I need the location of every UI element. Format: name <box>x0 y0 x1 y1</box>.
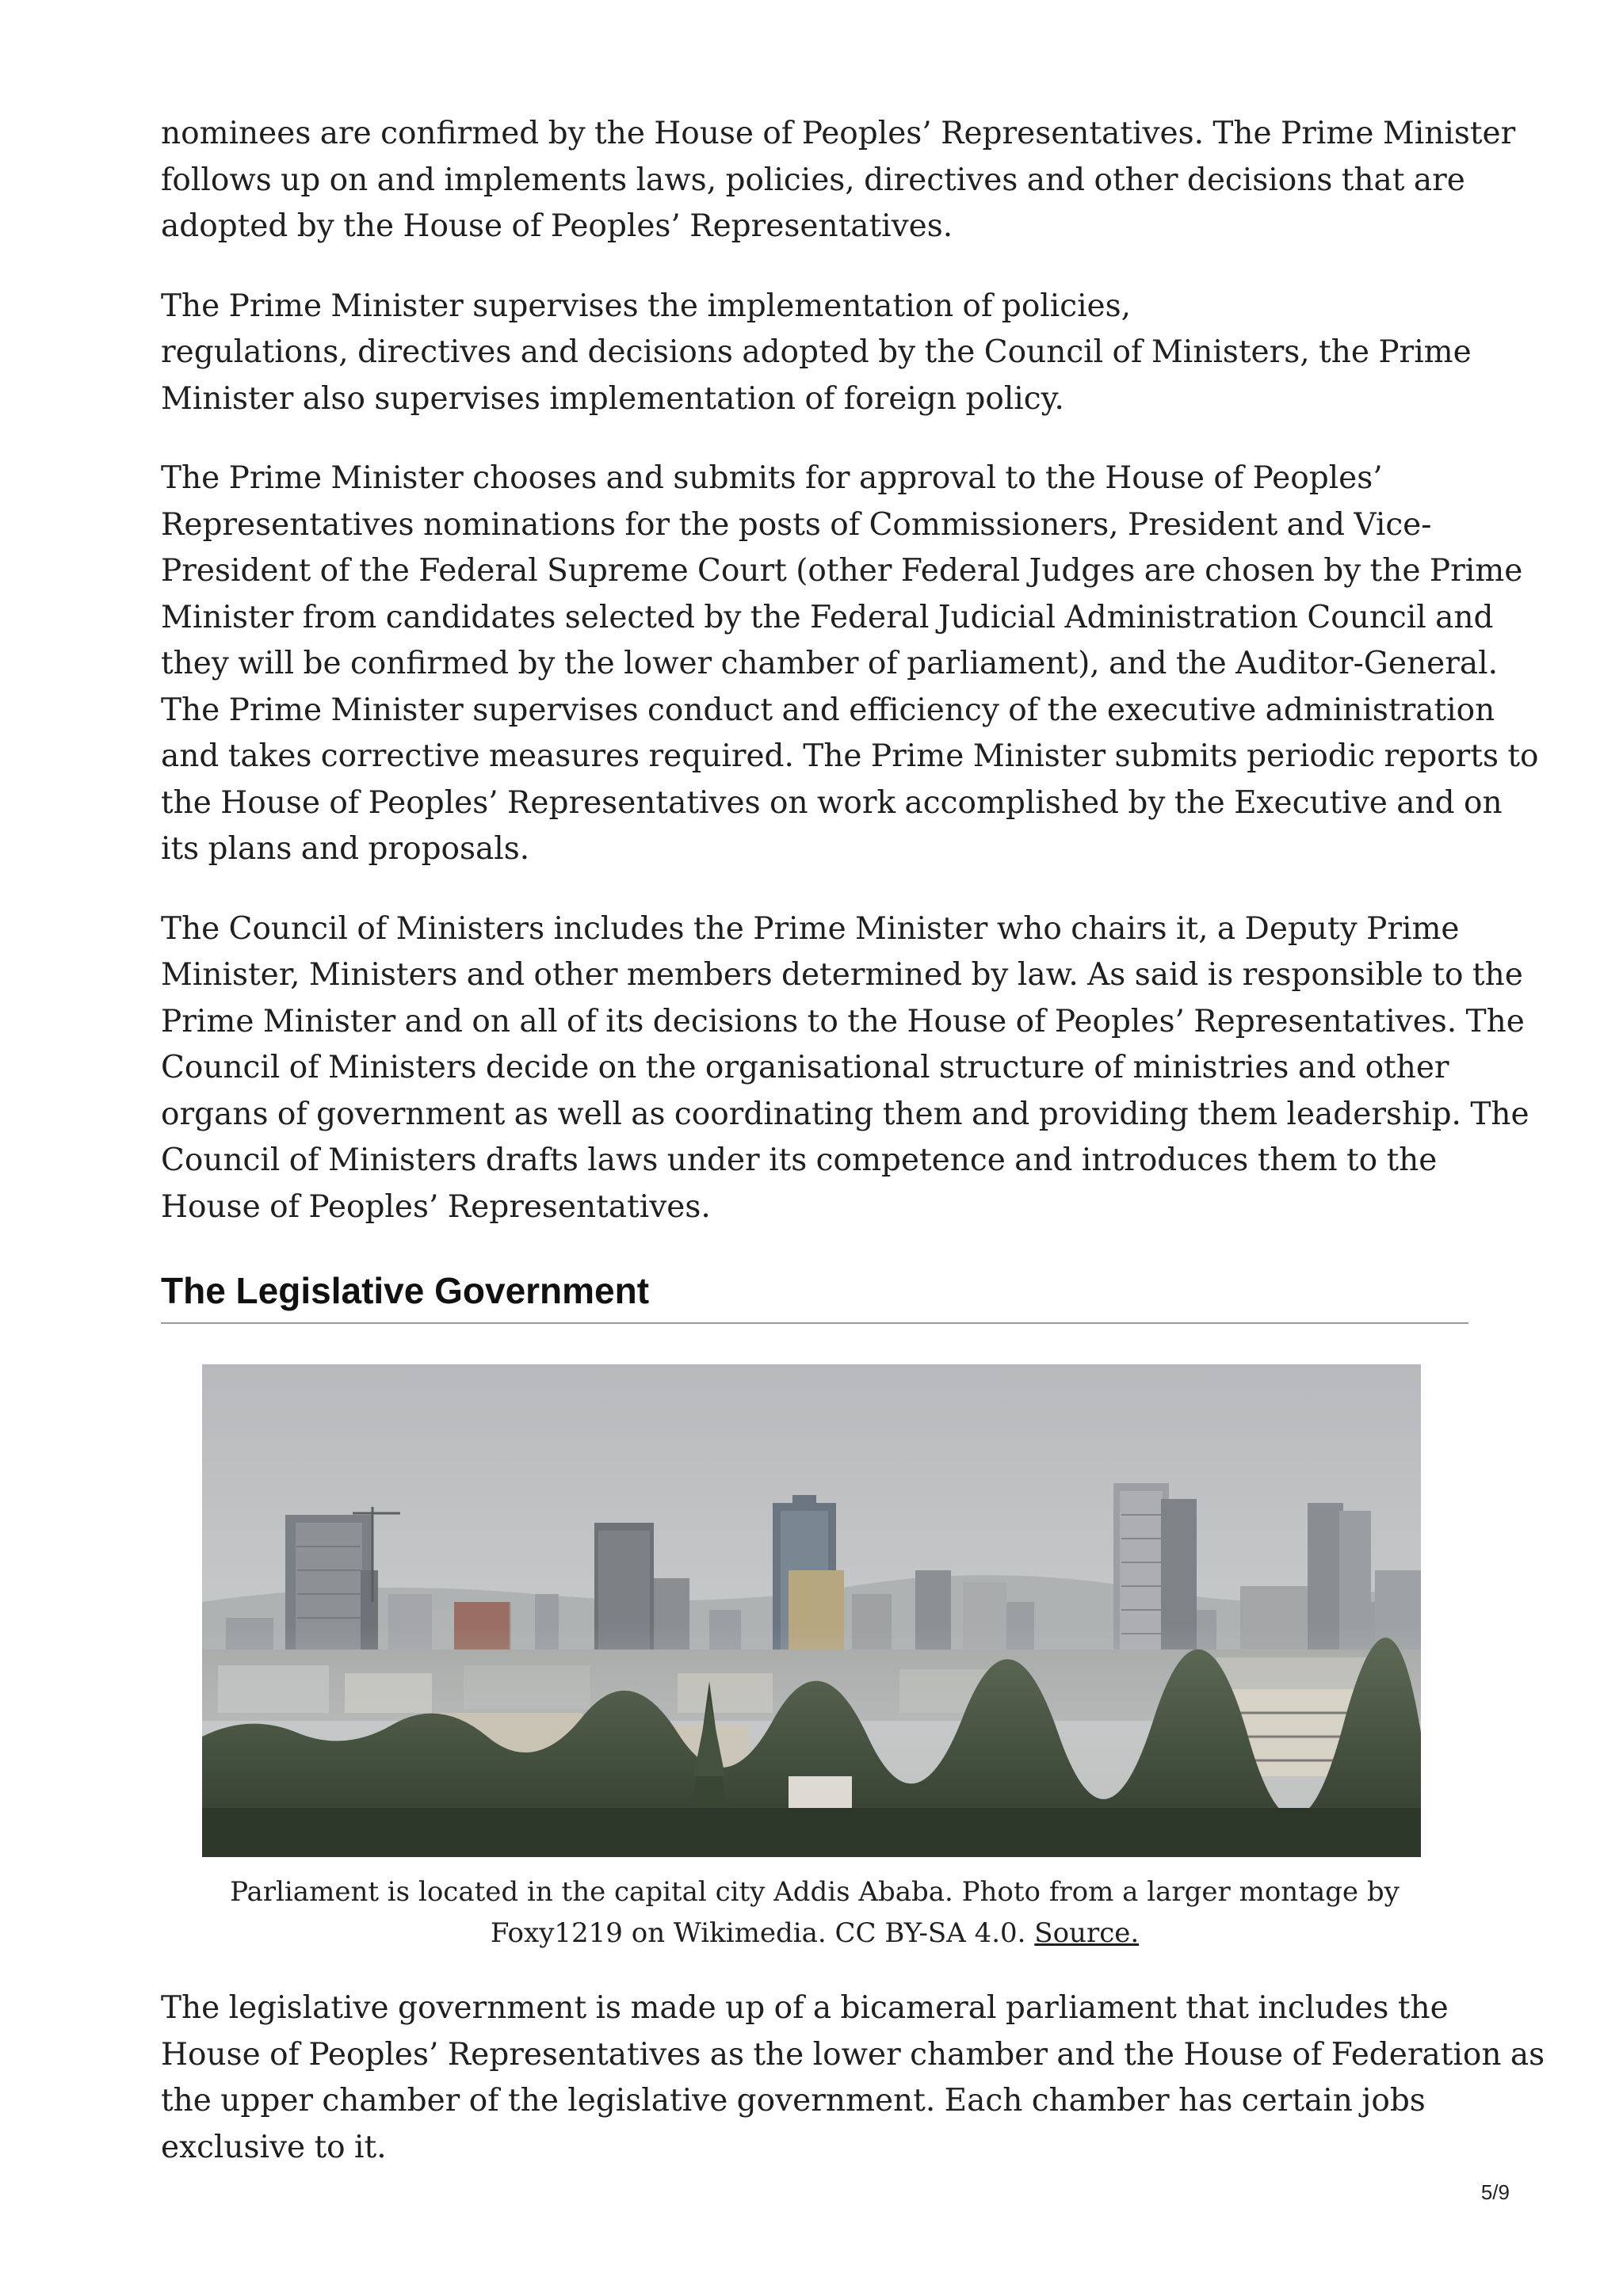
text-line: Council of Ministers drafts laws under its competence and introduces them to the <box>161 1142 1438 1178</box>
text-line: regulations, directives and decisions adopted by the Council of Ministers, the Prime <box>161 334 1472 370</box>
text-line: the House of Peoples’ Representatives on work accomplished by the Executive and on <box>161 784 1503 821</box>
text-line: The Prime Minister supervises conduct and efficiency of the executive administration <box>161 692 1495 728</box>
article-body <box>161 111 1539 1324</box>
page-number: 5/9 <box>1480 2180 1510 2204</box>
text-line: Minister also supervises implementation of foreign policy. <box>161 380 1064 417</box>
caption-attribution: Foxy1219 on Wikimedia. CC BY-SA 4.0. <box>490 1917 1026 1949</box>
text-line: follows up on and implements laws, policies, directives and other decisions that are <box>161 162 1465 198</box>
text-line: Representatives nominations for the posts of Commissioners, President and Vice- <box>161 506 1432 543</box>
text-line: the upper chamber of the legislative government. Each chamber has certain jobs <box>161 2083 1426 2119</box>
caption-source-link[interactable]: Source. <box>1034 1917 1140 1949</box>
text-line: House of Peoples’ Representatives. <box>161 1188 711 1225</box>
text-line: exclusive to it. <box>161 2129 387 2165</box>
text-line: they will be confirmed by the lower chamber of parliament), and the Auditor-General. <box>161 646 1498 681</box>
text-line: President of the Federal Supreme Court (other Federal Judges are chosen by the Prime <box>161 553 1523 589</box>
text-line: The Council of Ministers includes the Prime Minister who chairs it, a Deputy Prime <box>161 910 1460 947</box>
text-line: Prime Minister and on all of its decisions to the House of Peoples’ Representatives. The <box>161 1003 1525 1039</box>
text-line: The legislative government is made up of a bicameral parliament that includes the <box>161 1990 1449 2026</box>
paragraph-pm-supervises-policies <box>161 284 1472 423</box>
paragraph-pm-confirmation <box>161 111 1516 250</box>
caption-line <box>161 1913 1468 1954</box>
text-line: Council of Ministers decide on the organisational structure of ministries and other <box>161 1050 1449 1085</box>
paragraph-legislative-bicameral <box>161 1985 1545 2171</box>
text-line: Minister, Ministers and other members determined by law. As said is responsible to the <box>161 957 1523 993</box>
section-heading-legislative: The Legislative Government <box>161 1264 1468 1324</box>
addis-ababa-skyline-photo <box>202 1364 1421 1857</box>
text-line: The Prime Minister chooses and submits for approval to the House of Peoples’ <box>161 460 1383 496</box>
text-line: Minister from candidates selected by the Federal Judicial Administration Council and <box>161 599 1494 635</box>
text-line: organs of government as well as coordinating them and providing them leadership. The <box>161 1096 1529 1132</box>
text-line: nominees are confirmed by the House of Peoples’ Representatives. The Prime Minister <box>161 116 1516 151</box>
text-line: The Prime Minister supervises the implementation of policies, <box>161 288 1132 324</box>
caption-line: Parliament is located in the capital city Addis Ababa. Photo from a larger montage by <box>230 1876 1400 1908</box>
text-line: and takes corrective measures required. The Prime Minister submits periodic reports to <box>161 738 1539 774</box>
text-line: its plans and proposals. <box>161 831 530 867</box>
figure-caption <box>161 1871 1468 1954</box>
paragraph-council-of-ministers <box>161 906 1529 1231</box>
skyline-illustration <box>202 1364 1421 1857</box>
text-line: adopted by the House of Peoples’ Representatives. <box>161 208 953 244</box>
text-line: House of Peoples’ Representatives as the lower chamber and the House of Federation as <box>161 2036 1545 2073</box>
paragraph-pm-nominations <box>161 456 1539 873</box>
